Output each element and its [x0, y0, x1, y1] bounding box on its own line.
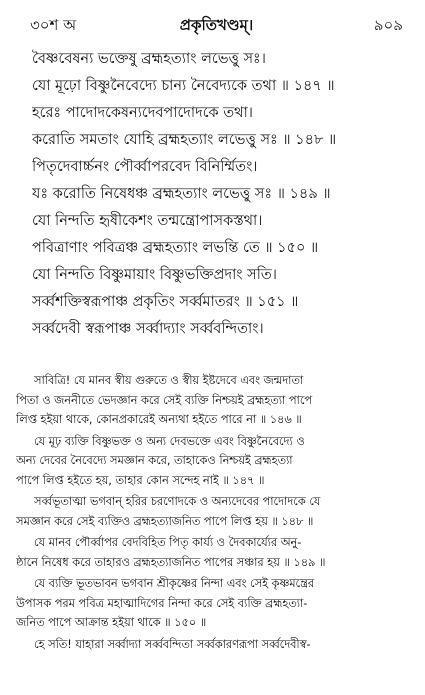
commentary-line: সমজ্ঞান করে সেই ব্যক্তিও ব্রহ্মহত্যাজনিত পাপে লিপ্ত হয় ॥ ১৪৮ ॥	[16, 514, 314, 528]
verse-line: হরেঃ পাদোদকেষন্যদেবপাদোদকে তথা।	[32, 105, 253, 121]
commentary-line: যে মূঢ় ব্যক্তি বিষ্ণুভক্ত ও অন্য দেবভক্তে এবং বিষ্ণুনৈবেদ্যে ও	[34, 434, 305, 448]
commentary-line: যে ব্যক্তি ভূতভাবন ভগবান শ্রীকৃষ্ণের নিন্দা এবং সেই কৃষ্ণমন্ত্রের	[34, 577, 315, 590]
commentary-line: সর্ব্বভূতাত্মা ভগবান্ হরির চরণোদকে ও অন্যদেবের পাদোদকে যে	[34, 495, 321, 508]
commentary-line: যে মানব পৌর্ব্বাপর বেদবিহিত পিতৃ কার্য্য ও দৈবকার্য্যের অনু-	[34, 536, 302, 549]
sanskrit-verses	[32, 46, 417, 343]
commentary-paragraph	[16, 635, 414, 655]
verse-line: সর্ব্বশক্তিস্বরূপাঞ্চ প্রকৃতিং সর্ব্বমাতরং ॥ ১৫১ ॥	[32, 294, 299, 310]
commentary-line: পিতা ও জননীতে ভেদজ্ঞান করে সেই ব্যক্তি নিশ্চয়ই ব্রহ্মহত্যা পাপে	[16, 393, 313, 407]
verse-line: বৈষ্ণবেষন্য ভক্তেষু ব্রহ্মহত্যাং লভেত্তু সঃ।	[32, 51, 266, 67]
page-number: ৯০৯	[373, 16, 403, 34]
verse-line: যঃ করোতি নিষেধঞ্চ ব্রহ্মহত্যাং লভেত্তু সঃ ॥ ১৪৯ ॥	[32, 186, 331, 202]
verse-line: যো মূঢ়ো বিষ্ণুনৈবেদ্যে চান্য নৈবেদ্যকে তথা ॥ ১৪৭ ॥	[32, 78, 335, 94]
verse-line: যো নিন্দতি হৃষীকেশং তন্মন্ত্রোপাসকস্তথা।	[32, 213, 263, 229]
commentary-line: পাপে লিপ্ত হইতে হয়, তাহার কোন সন্দেহ নাই ॥ ১৪৭ ॥	[16, 473, 265, 487]
verse-line: করোতি সমতাং যোহি ব্রহ্মহত্যাং লভেত্তু সঃ ॥ ১৪৮ ॥	[32, 132, 337, 148]
commentary-line: সাবিত্রি! যে মানব স্বীয় গুরুতে ও স্বীয় ইষ্টদেবে এবং জন্মদাতা	[34, 374, 304, 387]
commentary-line: উপাসক পরম পবিত্র মহাত্মাদিগের নিন্দা করে সেই ব্যক্তি ব্রহ্মহত্যা-	[16, 596, 308, 610]
verse-line: যো নিন্দতি বিষ্ণুমায়াং বিষ্ণুভক্তিপ্রদাং সতি।	[32, 267, 277, 283]
commentary-paragraph	[16, 533, 414, 572]
commentary-paragraph	[16, 574, 414, 633]
verse-line: পিতৃদেবার্চ্চনং পৌর্ব্বাপরবেদ বিনির্ম্মিতং।	[32, 159, 258, 175]
bengali-commentary	[16, 371, 414, 656]
commentary-line: জনিত পাপে আক্রান্ত হইয়া থাকে ॥ ১৫০ ॥	[16, 616, 207, 629]
commentary-line: অন্য দেবের নৈবেদ্যে সমজ্ঞান করে, তাহাকেও নিশ্চয়ই ব্রহ্মহত্যা	[16, 454, 293, 467]
verse-line: পবিত্রাণাং পবিত্রঞ্চ ব্রহ্মহত্যাং লভন্তি তে ॥ ১৫০ ॥	[32, 240, 319, 256]
commentary-paragraph	[16, 371, 414, 430]
commentary-paragraph	[16, 432, 414, 491]
commentary-line: হে সতি! যাহারা সর্ব্বাদ্যা সর্ব্ববন্দিতা সর্ব্বকারণরূপা সর্ব্বদেবীস্ব-	[34, 637, 311, 651]
commentary-line: লিপ্ত হইয়া থাকে, কোনপ্রকারেই অন্যথা হইতে পারে না ॥ ১৪৬ ॥	[16, 413, 302, 426]
verse-line: সর্ব্বদেবী স্বরূপাঞ্চ সর্ব্বাদ্যাং সর্ব্ববন্দিতাং।	[32, 321, 264, 337]
page-title: প্রকৃতিখণ্ডম্।	[179, 16, 254, 34]
page-header	[30, 10, 403, 40]
chapter-label: ৩০শ অ	[30, 16, 77, 34]
commentary-paragraph	[16, 492, 414, 531]
commentary-line: ষ্ঠানে নিষেধ করে তাহারও ব্রহ্মহত্যাজনিত পাপের সঞ্চার হয় ॥ ১৪৯ ॥	[16, 555, 326, 569]
